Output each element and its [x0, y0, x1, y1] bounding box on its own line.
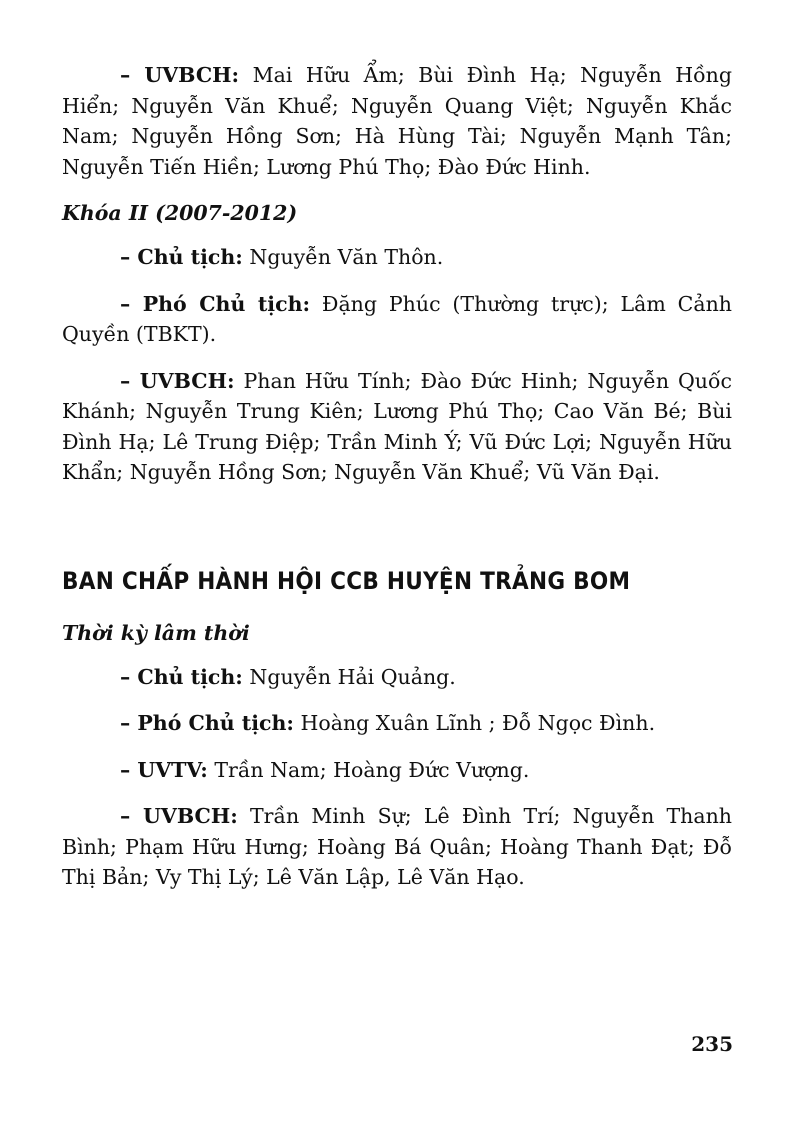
uvbch-paragraph-khoa-ii [62, 366, 732, 488]
uvbch-members: Mai Hữu Ẩm; Bùi Đình Hạ; Nguyễn Hồng Hiển; Nguyễn Văn Khuể; Nguyễn Quang Việt; Nguyễn Khắc Nam; Nguyễn Hồng Sơn; Hà Hùng Tài; Nguyễn Mạnh Tân; Nguyễn Tiến Hiền; Lương Phú Thọ; Đào Đức Hinh. [62, 63, 732, 179]
uvbch-label: – UVBCH: [120, 804, 238, 828]
pho-chu-tich-names: Hoàng Xuân Lĩnh ; Đỗ Ngọc Đình. [294, 711, 656, 735]
chu-tich-name: Nguyễn Văn Thôn. [242, 245, 444, 269]
uvbch-members: Trần Minh Sự; Lê Đình Trí; Nguyễn Thanh Bình; Phạm Hữu Hưng; Hoàng Bá Quân; Hoàng Thanh Đạt; Đỗ Thị Bản; Vy Thị Lý; Lê Văn Lập, Lê Văn Hạo. [62, 804, 733, 889]
uvtv-label: – UVTV: [120, 757, 208, 782]
uvbch-paragraph-lam-thoi [62, 801, 732, 893]
pho-chu-tich-names: Đặng Phúc (Thường trực); Lâm Cảnh Quyền (TBKT). [62, 291, 732, 346]
uvbch-label: – UVBCH: [120, 63, 240, 87]
term-heading-khoa-ii: Khóa II (2007-2012) [62, 201, 298, 225]
pho-chu-tich-label: – Phó Chủ tịch: [120, 291, 311, 316]
pho-chu-tich-label: – Phó Chủ tịch: [120, 711, 294, 735]
uvbch-label: – UVBCH: [120, 368, 235, 393]
term-heading-lam-thoi: Thời kỳ lâm thời [62, 620, 250, 645]
chu-tich-label: – Chủ tịch: [120, 245, 243, 269]
pho-chu-tich-paragraph-lam-thoi [62, 708, 732, 739]
chu-tich-name: Nguyễn Hải Quảng. [242, 664, 456, 689]
page-body [62, 60, 732, 909]
uvbch-members: Phan Hữu Tính; Đào Đức Hinh; Nguyễn Quốc Khánh; Nguyễn Trung Kiên; Lương Phú Thọ; Cao Văn Bé; Bùi Đình Hạ; Lê Trung Điệp; Trần Minh Ý; Vũ Đức Lợi; Nguyễn Hữu Khẩn; Nguyễn Hồng Sơn; Nguyễn Văn Khuể; Vũ Văn Đại. [62, 368, 732, 484]
chu-tich-paragraph-khoa-ii [62, 242, 732, 273]
chu-tich-paragraph-lam-thoi [62, 662, 732, 693]
pho-chu-tich-paragraph-khoa-ii [62, 289, 732, 350]
page-number: 235 [691, 1032, 733, 1056]
uvtv-members: Trần Nam; Hoàng Đức Vượng. [207, 757, 530, 782]
chu-tich-label: – Chủ tịch: [120, 664, 243, 689]
section-title: BAN CHẤP HÀNH HỘI CCB HUYỆN TRẢNG BOM [62, 566, 631, 595]
uvbch-paragraph-term1 [62, 60, 732, 182]
uvtv-paragraph-lam-thoi [62, 755, 732, 786]
